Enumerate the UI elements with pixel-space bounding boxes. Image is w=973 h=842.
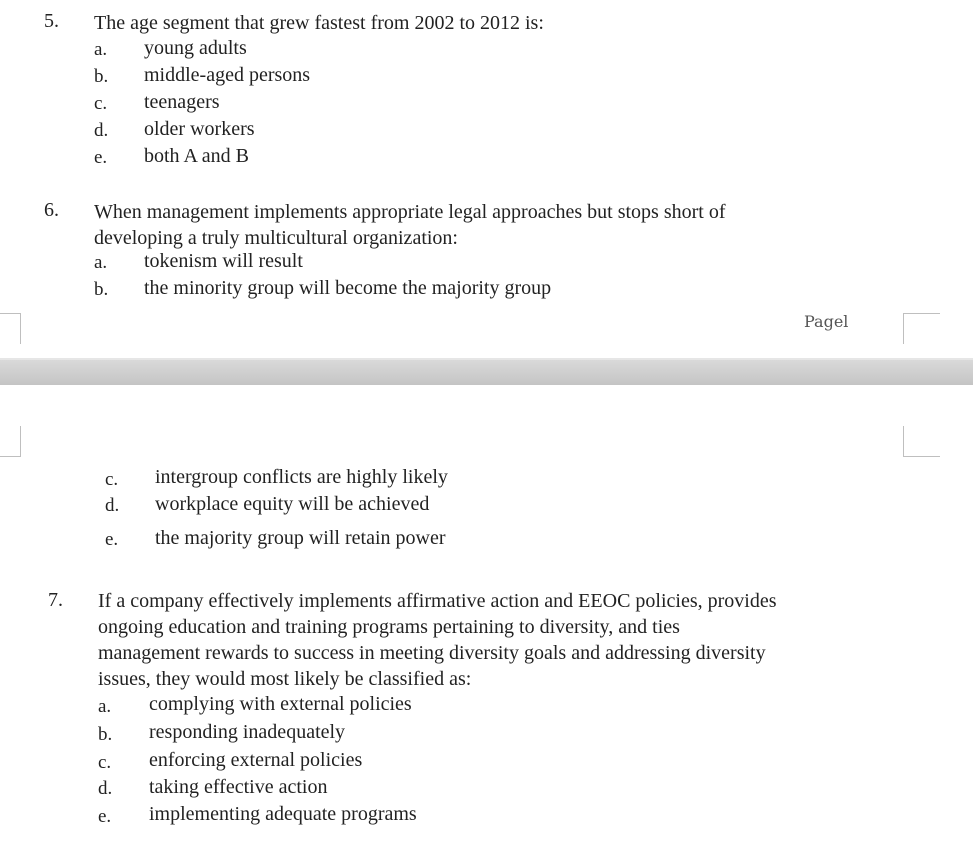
option-letter: e. [94, 147, 108, 168]
option-letter: b. [94, 66, 109, 87]
crop-mark [0, 426, 21, 457]
option-letter: e. [98, 806, 112, 827]
question-stem: The age segment that grew fastest from 2002 to 2012 is: [94, 12, 544, 34]
option-text: complying with external policies [149, 693, 412, 715]
option-letter: a. [94, 252, 108, 273]
option-text: workplace equity will be achieved [155, 493, 430, 515]
option-letter: c. [94, 93, 108, 114]
page-gap [0, 360, 973, 385]
question-stem: If a company effectively implements affirmative action and EEOC policies, provides [98, 590, 777, 612]
option-text: teenagers [144, 91, 220, 113]
question-stem: developing a truly multicultural organization: [94, 227, 458, 249]
question-stem: issues, they would most likely be classified as: [98, 668, 472, 690]
question-number: 7. [48, 589, 63, 611]
option-text: taking effective action [149, 776, 328, 798]
question-number: 6. [44, 199, 59, 221]
option-text: enforcing external policies [149, 749, 363, 771]
option-text: young adults [144, 37, 247, 59]
option-letter: d. [105, 495, 120, 516]
option-text: middle-aged persons [144, 64, 311, 86]
crop-mark [0, 313, 21, 344]
question-stem: When management implements appropriate legal approaches but stops short of [94, 201, 726, 223]
option-text: the majority group will retain power [155, 527, 446, 549]
option-letter: c. [98, 752, 112, 773]
option-letter: e. [105, 529, 119, 550]
option-letter: d. [98, 778, 113, 799]
question-stem: management rewards to success in meeting diversity goals and addressing diversity [98, 642, 766, 664]
crop-mark [903, 313, 940, 344]
page-footer-label: Pagel [804, 312, 849, 331]
option-text: implementing adequate programs [149, 803, 417, 825]
option-letter: d. [94, 120, 109, 141]
question-number: 5. [44, 10, 59, 32]
option-text: the minority group will become the majority group [144, 277, 552, 299]
crop-mark [903, 426, 940, 457]
option-text: older workers [144, 118, 255, 140]
option-text: both A and B [144, 145, 250, 167]
option-letter: c. [105, 469, 119, 490]
option-text: intergroup conflicts are highly likely [155, 466, 448, 488]
option-text: tokenism will result [144, 250, 303, 272]
question-stem: ongoing education and training programs pertaining to diversity, and ties [98, 616, 680, 638]
option-letter: b. [94, 279, 109, 300]
option-text: responding inadequately [149, 721, 346, 743]
option-letter: a. [94, 39, 108, 60]
option-letter: a. [98, 696, 112, 717]
option-letter: b. [98, 724, 113, 745]
